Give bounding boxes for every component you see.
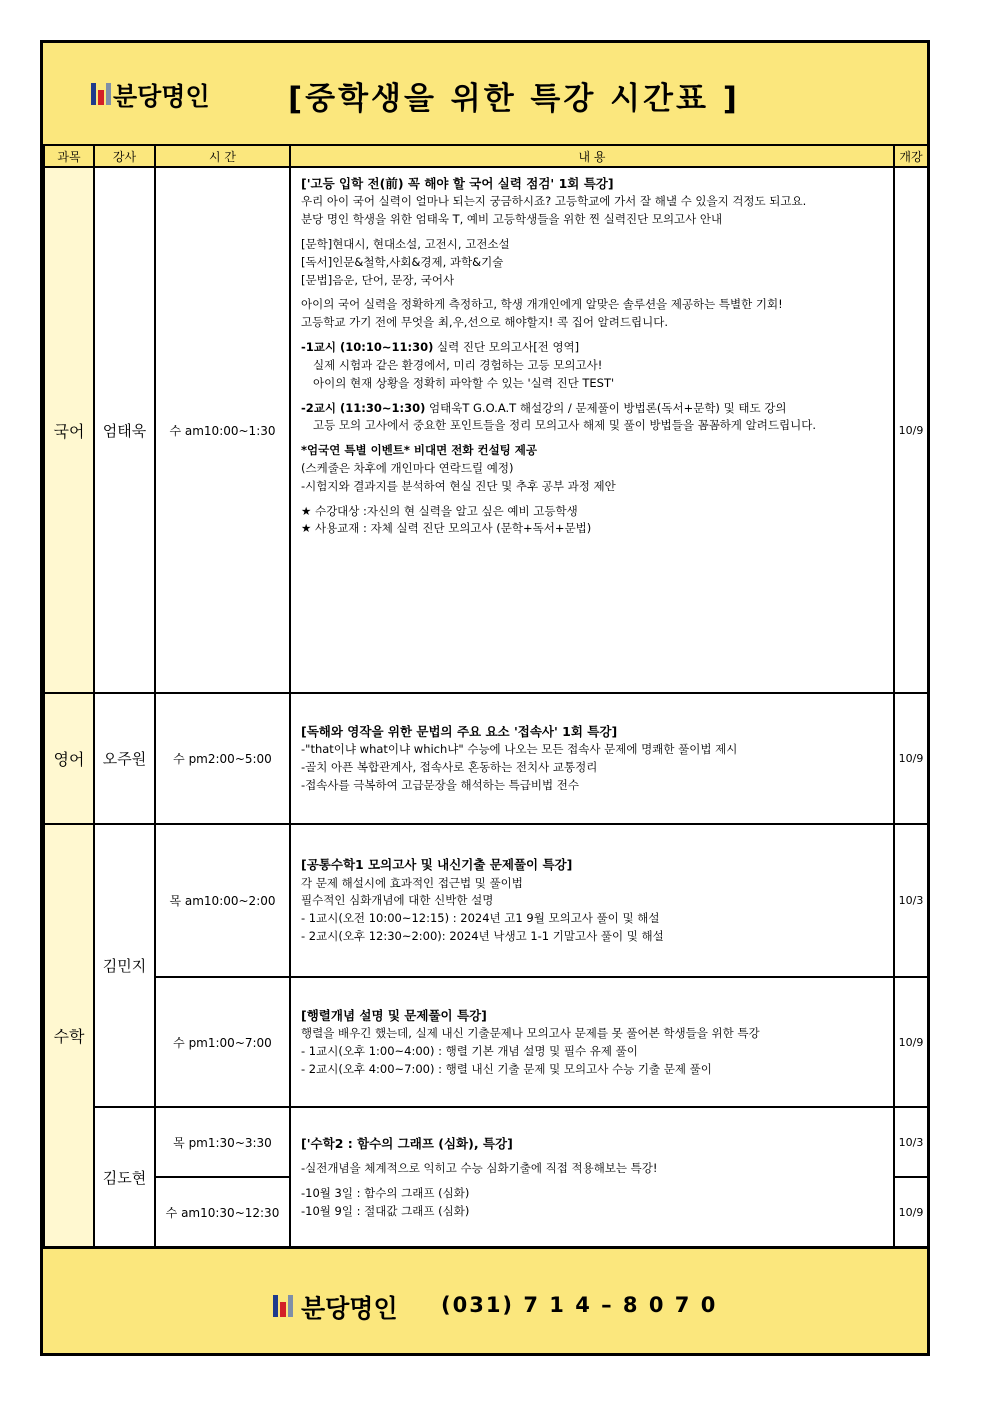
content-line xyxy=(301,400,885,418)
content-line: -10월 9일 : 절대값 그래프 (심화) xyxy=(301,1203,470,1218)
table-row xyxy=(44,693,928,824)
table-row xyxy=(44,977,928,1107)
content-line: 행렬을 배우긴 했는데, 실제 내신 기출문제나 모의고사 문제를 못 풀어본 학생들을 위한 특강 xyxy=(301,1025,760,1040)
class-time: 목 pm1:30~3:30 xyxy=(155,1107,290,1177)
page-title: [중학생을 위한 특강 시간표 ] xyxy=(288,81,740,117)
course-title: [행렬개념 설명 및 문제풀이 특강] xyxy=(301,1007,487,1023)
period-label: -1교시 (10:10~11:30) xyxy=(301,340,434,355)
start-date: 10/9 xyxy=(894,693,928,824)
class-time: 수 pm2:00~5:00 xyxy=(155,693,290,824)
content-line: 실제 시험과 같은 환경에서, 미리 경험하는 고등 모의고사! xyxy=(313,357,603,372)
class-content xyxy=(290,167,894,693)
course-title: [독해와 영작을 위한 문법의 주요 요소 '접속사' 1회 특강] xyxy=(301,724,618,740)
start-date: 10/3 xyxy=(894,824,928,977)
subject-english: 영어 xyxy=(44,693,94,824)
class-content xyxy=(290,824,894,977)
period-desc: 실력 진단 모의고사[전 영역] xyxy=(433,340,580,355)
col-header-content: 내 용 xyxy=(290,145,894,167)
col-header-start: 개강 xyxy=(894,145,928,167)
start-date: 10/9 xyxy=(894,977,928,1107)
teacher-name: 김민지 xyxy=(94,824,155,1107)
content-line: -"that이냐 what이냐 which냐" 수능에 나오는 모든 접속사 문제에 명쾌한 풀이법 제시 xyxy=(301,742,738,757)
class-content xyxy=(290,693,894,824)
schedule-table xyxy=(43,144,929,1248)
class-content xyxy=(290,977,894,1107)
table-row xyxy=(44,1107,928,1177)
phone-number: (031) 7 1 4 – 8 0 7 0 xyxy=(441,1293,718,1317)
page-frame xyxy=(40,40,930,1356)
brand-logo-icon xyxy=(273,1295,293,1317)
content-line: -10월 3일 : 함수의 그래프 (심화) xyxy=(301,1185,470,1200)
start-date: 10/3 xyxy=(894,1107,928,1177)
content-line: [독서]인문&철학,사회&경제, 과학&기술 xyxy=(301,254,504,269)
textbook-line: ★ 사용교재 : 자체 실력 진단 모의고사 (문학+독서+문법) xyxy=(301,521,592,536)
content-line xyxy=(301,339,885,357)
start-date: 10/9 xyxy=(894,1177,928,1247)
teacher-name: 김도현 xyxy=(94,1107,155,1247)
course-title: ['고등 입학 전(前) 꼭 해야 할 국어 실력 점검' 1회 특강] xyxy=(301,176,614,191)
content-line: - 1교시(오전 10:00~12:15) : 2024년 고1 9월 모의고사 풀이 및 해설 xyxy=(301,911,660,926)
footer-brand: 분당명인 xyxy=(301,1294,398,1323)
header xyxy=(43,43,927,146)
content-line: (스케줄은 차후에 개인마다 연락드릴 예정) xyxy=(301,460,514,475)
content-line: 필수적인 심화개념에 대한 신박한 설명 xyxy=(301,893,494,908)
course-title: [공통수학1 모의고사 및 내신기출 문제풀이 특강] xyxy=(301,857,573,873)
table-row xyxy=(44,824,928,977)
period-desc: 엄태욱T G.O.A.T 해설강의 / 문제풀이 방법론(독서+문학) 및 태도 강의 xyxy=(425,400,787,415)
content-line: -골치 아픈 복합관계사, 접속사로 혼동하는 전치사 교통정리 xyxy=(301,760,598,775)
content-line: - 2교시(오후 4:00~7:00) : 행렬 내신 기출 문제 및 모의고사 수능 기출 문제 풀이 xyxy=(301,1061,712,1076)
class-content xyxy=(290,1107,894,1247)
content-line: -시험지와 결과지를 분석하여 현실 진단 및 추후 공부 과정 제안 xyxy=(301,478,616,493)
class-time: 수 pm1:00~7:00 xyxy=(155,977,290,1107)
content-line: 고등학교 가기 전에 무엇을 최,우,선으로 해야할지! 콕 집어 알려드립니다. xyxy=(301,315,668,330)
period-label: -2교시 (11:30~1:30) xyxy=(301,400,426,415)
content-line: 아이의 국어 실력을 정확하게 측정하고, 학생 개개인에게 알맞은 솔루션을 제공하는 특별한 기회! xyxy=(301,297,783,312)
footer xyxy=(43,1247,927,1353)
content-line: - 2교시(오후 12:30~2:00): 2024년 낙생고 1-1 기말고사 풀이 및 해설 xyxy=(301,929,664,943)
content-line: 우리 아이 국어 실력이 얼마나 되는지 궁금하시죠? 고등학교에 가서 잘 해낼 수 있을지 걱정도 되고요. xyxy=(301,194,807,209)
content-line: 아이의 현재 상황을 정확히 파악할 수 있는 '실력 진단 TEST' xyxy=(313,375,615,390)
target-line: ★ 수강대상 :자신의 현 실력을 알고 싶은 예비 고등학생 xyxy=(301,503,578,518)
brand-logo-icon xyxy=(91,83,111,105)
teacher-name: 엄태욱 xyxy=(94,167,155,693)
content-line: -접속사를 극복하여 고급문장을 해석하는 특급비법 전수 xyxy=(301,778,579,793)
brand-name: 분당명인 xyxy=(113,82,210,111)
class-time: 수 am10:00~1:30 xyxy=(155,167,290,693)
class-time: 목 am10:00~2:00 xyxy=(155,824,290,977)
content-line: -실전개념을 체계적으로 익히고 수능 심화기출에 직접 적용해보는 특강! xyxy=(301,1160,658,1175)
class-time: 수 am10:30~12:30 xyxy=(155,1177,290,1247)
col-header-teacher: 강사 xyxy=(94,145,155,167)
table-header-row xyxy=(44,145,928,167)
event-title: *엄국연 특별 이벤트* 비대면 전화 컨설팅 제공 xyxy=(301,443,538,458)
content-line: [문법]음운, 단어, 문장, 국어사 xyxy=(301,272,455,287)
content-line: [문학]현대시, 현대소설, 고전시, 고전소설 xyxy=(301,237,510,251)
content-line: 각 문제 해설시에 효과적인 접근법 및 풀이법 xyxy=(301,875,523,890)
teacher-name: 오주원 xyxy=(94,693,155,824)
content-line: 고등 모의 고사에서 중요한 포인트들을 정리 모의고사 해제 및 풀이 방법들을 꼼꼼하게 알려드립니다. xyxy=(313,418,816,433)
col-header-subject: 과목 xyxy=(44,145,94,167)
course-title: ['수학2 : 함수의 그래프 (심화), 특강] xyxy=(301,1135,513,1151)
content-line: 분당 명인 학생을 위한 엄태욱 T, 예비 고등학생들을 위한 찐 실력진단 모의고사 안내 xyxy=(301,212,723,227)
col-header-time: 시 간 xyxy=(155,145,290,167)
table-row xyxy=(44,167,928,693)
start-date: 10/9 xyxy=(894,167,928,693)
content-line: - 1교시(오후 1:00~4:00) : 행렬 기본 개념 설명 및 필수 유제 풀이 xyxy=(301,1043,638,1058)
subject-korean: 국어 xyxy=(44,167,94,693)
subject-math: 수학 xyxy=(44,824,94,1247)
